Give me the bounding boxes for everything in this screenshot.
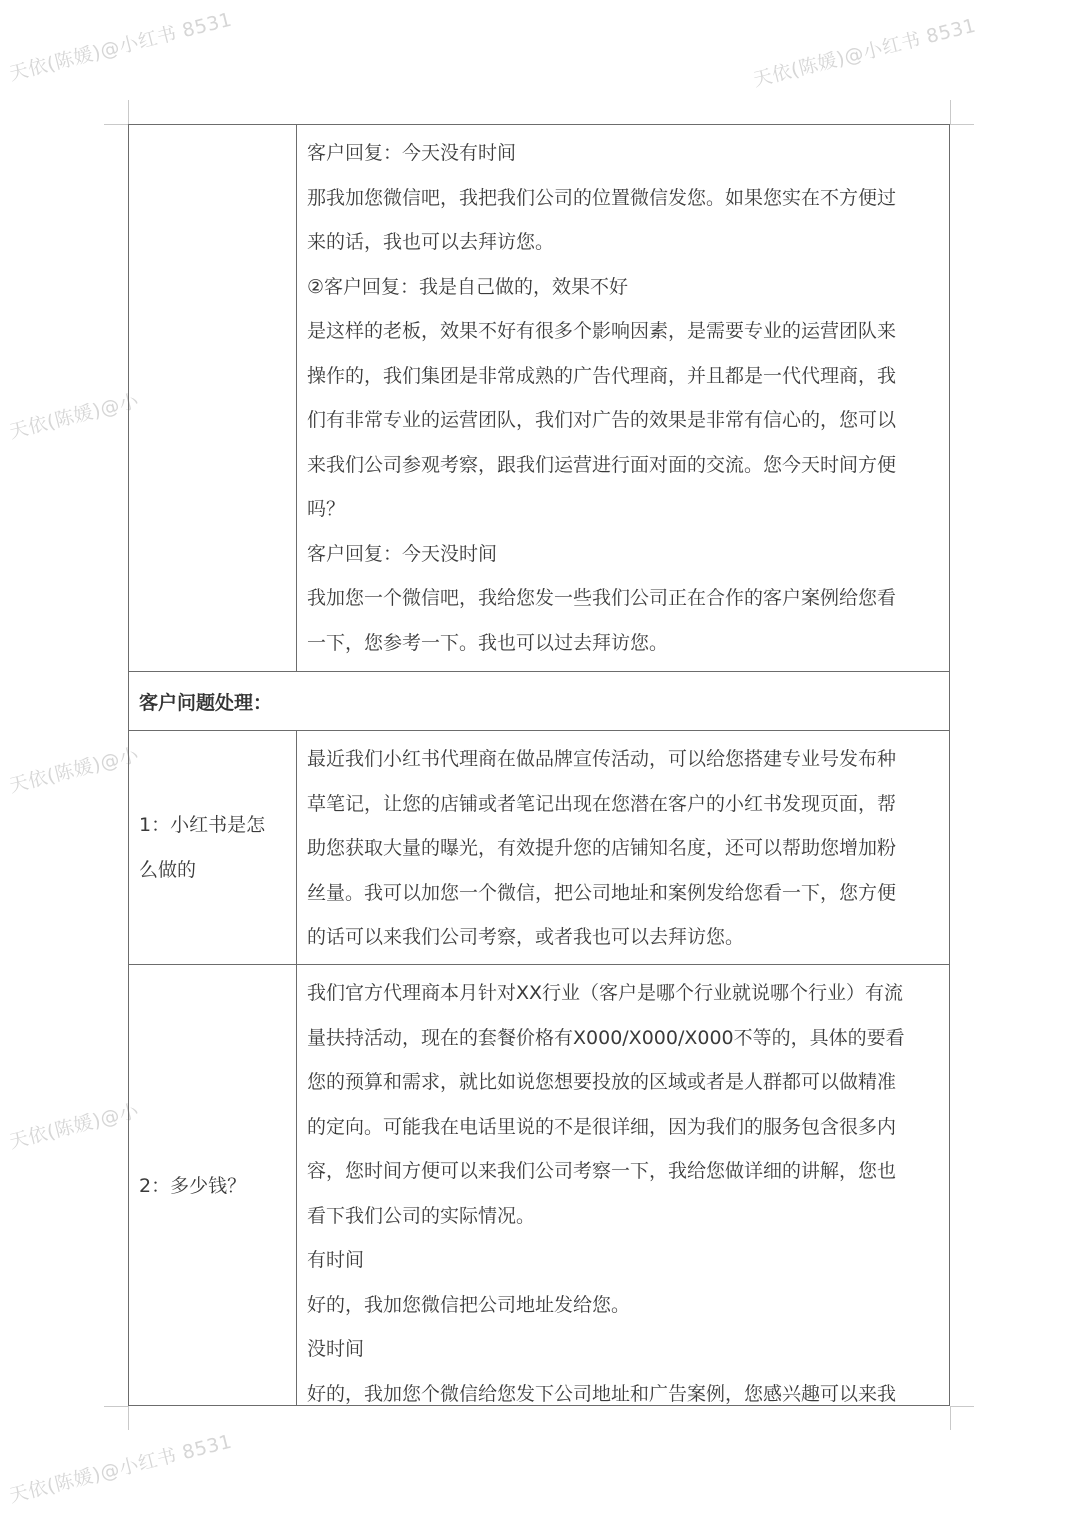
row-label-cell bbox=[129, 125, 297, 671]
text-line: 您的预算和需求，就比如说您想要投放的区域或者是人群都可以做精准 bbox=[307, 1071, 897, 1093]
text-line: 容，您时间方便可以来我们公司考察一下，我给您做详细的讲解，您也 bbox=[307, 1160, 897, 1182]
crop-mark bbox=[128, 1406, 129, 1430]
crop-mark bbox=[950, 1406, 951, 1430]
text-line: 客户回复：今天没时间 bbox=[307, 542, 498, 565]
text-line: 丝量。我可以加您一个微信，把公司地址和案例发给您看一下，您方便 bbox=[307, 881, 897, 904]
table-row bbox=[129, 671, 949, 730]
text-line: 客户回复：今天没有时间 bbox=[307, 142, 517, 164]
table-row bbox=[129, 125, 949, 671]
watermark: 天依(陈媛)@小 bbox=[6, 1099, 142, 1154]
watermark: 天依(陈媛)@小红书 8531 bbox=[6, 8, 235, 86]
text-line: ②客户回复：我是自己做的，效果不好 bbox=[307, 275, 629, 298]
crop-mark bbox=[104, 124, 128, 125]
watermark: 天依(陈媛)@小 bbox=[6, 389, 142, 444]
text-line: 最近我们小红书代理商在做品牌宣传活动，可以给您搭建专业号发布种 bbox=[307, 748, 897, 770]
table-row bbox=[129, 730, 949, 964]
row-content-cell bbox=[297, 125, 949, 671]
row-content-cell bbox=[297, 731, 949, 964]
text-line: 们有非常专业的运营团队，我们对广告的效果是非常有信心的，您可以 bbox=[307, 409, 897, 431]
crop-mark bbox=[128, 100, 129, 124]
text-line: 好的，我加您个微信给您发下公司地址和广告案例，您感兴趣可以来我 bbox=[307, 1382, 897, 1405]
text-line: 么做的 bbox=[139, 858, 197, 881]
question-label bbox=[139, 803, 265, 892]
crop-mark bbox=[104, 1406, 128, 1407]
question-label: 2：多少钱？ bbox=[139, 1174, 247, 1197]
text-line: 看下我们公司的实际情况。 bbox=[307, 1204, 536, 1227]
crop-mark bbox=[950, 100, 951, 124]
crop-mark bbox=[950, 124, 974, 125]
section-heading: 客户问题处理： bbox=[139, 691, 273, 714]
text-line: 助您获取大量的曝光，有效提升您的店铺知名度，还可以帮助您增加粉 bbox=[307, 837, 897, 859]
text-line: 好的，我加您微信把公司地址发给您。 bbox=[307, 1293, 631, 1316]
crop-mark bbox=[950, 1406, 974, 1407]
text-line: 有时间 bbox=[307, 1249, 365, 1271]
row-label-cell bbox=[129, 965, 297, 1406]
text-line: 是这样的老板，效果不好有很多个影响因素，是需要专业的运营团队来 bbox=[307, 320, 897, 342]
watermark: 天依(陈媛)@小红书 8531 bbox=[6, 1430, 235, 1508]
text-line: 吗？ bbox=[307, 498, 346, 520]
table-row bbox=[129, 964, 949, 1406]
text-line: 操作的，我们集团是非常成熟的广告代理商，并且都是一代代理商，我 bbox=[307, 364, 897, 387]
row-label-cell bbox=[129, 731, 297, 964]
watermark: 天依(陈媛)@小 bbox=[6, 743, 142, 798]
watermark: 天依(陈媛)@小红书 8531 bbox=[750, 14, 979, 92]
text-line: 那我加您微信吧，我把我们公司的位置微信发您。如果您实在不方便过 bbox=[307, 186, 897, 209]
text-line: 的话可以来我们公司考察，或者我也可以去拜访您。 bbox=[307, 926, 745, 948]
text-line: 我们官方代理商本月针对XX行业（客户是哪个行业就说哪个行业）有流 bbox=[307, 982, 904, 1004]
text-line: 没时间 bbox=[307, 1338, 365, 1360]
text-line: 来的话，我也可以去拜访您。 bbox=[307, 231, 555, 253]
text-line: 一下，您参考一下。我也可以过去拜访您。 bbox=[307, 631, 669, 654]
text-line: 的定向。可能我在电话里说的不是很详细，因为我们的服务包含很多内 bbox=[307, 1115, 897, 1138]
text-line: 量扶持活动，现在的套餐价格有X000/X000/X000不等的，具体的要看 bbox=[307, 1026, 905, 1049]
text-line: 来我们公司参观考察，跟我们运营进行面对面的交流。您今天时间方便 bbox=[307, 453, 897, 476]
text-line: 草笔记，让您的店铺或者笔记出现在您潜在客户的小红书发现页面，帮 bbox=[307, 792, 897, 815]
text-line: 1：小红书是怎 bbox=[139, 814, 266, 836]
text-line: 我加您一个微信吧，我给您发一些我们公司正在合作的客户案例给您看 bbox=[307, 587, 897, 609]
script-table bbox=[128, 124, 950, 1406]
row-content-cell bbox=[297, 965, 949, 1406]
